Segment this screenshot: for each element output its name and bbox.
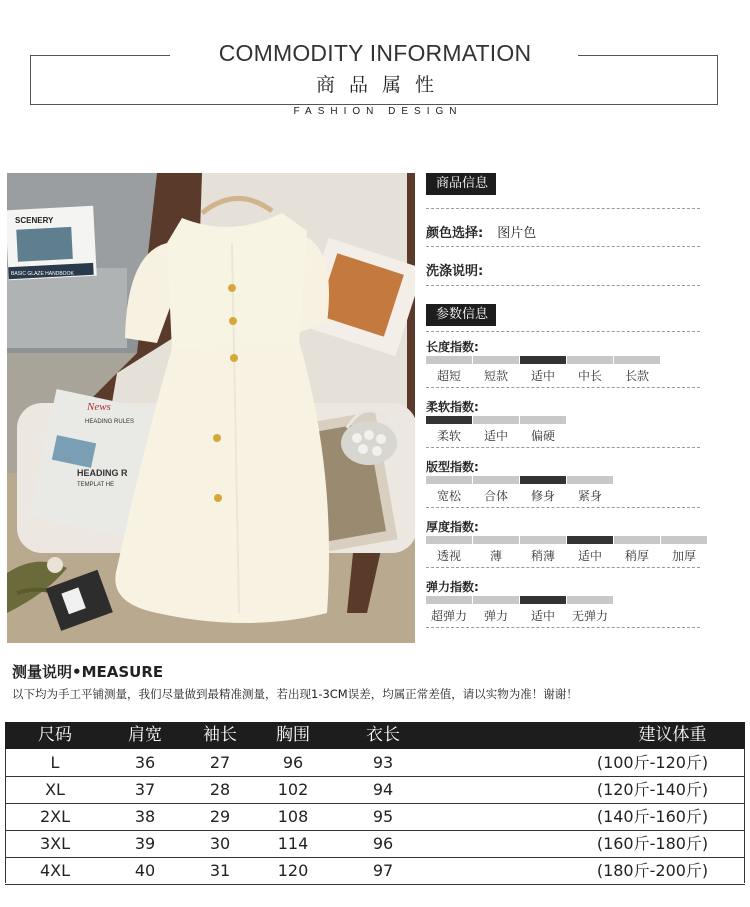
index-bar (614, 536, 660, 544)
table-cell: 38 (134, 807, 156, 826)
table-cell: 95 (372, 807, 394, 826)
index-title: 厚度指数: (426, 520, 479, 534)
product-info-tag: 商品信息 (426, 173, 496, 195)
table-cell: XL (45, 780, 65, 799)
index-option-label: 合体 (483, 489, 508, 503)
table-cell: (140斤-160斤) (596, 807, 709, 826)
table-cell: (180斤-200斤) (596, 861, 709, 880)
table-header-cell: 肩宽 (128, 725, 162, 745)
index-bar (661, 536, 707, 544)
index-option-label: 适中 (577, 549, 602, 563)
index-option-label: 无弹力 (571, 609, 608, 623)
index-option-label: 加厚 (671, 549, 696, 563)
table-cell: 102 (277, 780, 309, 799)
index-title: 弹力指数: (426, 580, 479, 594)
index-option-label: 超弹力 (430, 609, 467, 623)
table-cell: 27 (209, 753, 231, 772)
table-border (744, 749, 745, 883)
svg-text:SCENERY: SCENERY (15, 216, 54, 225)
table-cell: 39 (134, 834, 156, 853)
magazine-scenery (7, 206, 97, 281)
divider (426, 285, 700, 286)
index-bar (426, 536, 472, 544)
table-cell: (120斤-140斤) (596, 780, 709, 799)
index-option-label: 适中 (530, 609, 555, 623)
index-bar-selected (520, 356, 566, 364)
index-bar (473, 476, 519, 484)
wash-row (426, 260, 497, 279)
divider (426, 208, 700, 209)
table-cell: (160斤-180斤) (596, 834, 709, 853)
index-option-label: 紧身 (577, 489, 602, 503)
index-bar (473, 536, 519, 544)
index-option-label: 超短 (436, 369, 461, 383)
header-title-en: COMMODITY INFORMATION (218, 40, 532, 66)
table-cell: (100斤-120斤) (596, 753, 709, 772)
index-bar-selected (567, 536, 613, 544)
divider (426, 331, 700, 332)
color-value: 图片色 (497, 226, 537, 241)
measure-title: 测量说明•MEASURE (12, 663, 164, 681)
table-header-cell: 建议体重 (638, 725, 707, 745)
index-bar (567, 476, 613, 484)
divider (426, 507, 700, 508)
table-cell: 36 (134, 753, 156, 772)
table-cell: 96 (282, 753, 304, 772)
index-bar (567, 356, 613, 364)
index-bar (426, 356, 472, 364)
index-bar (567, 596, 613, 604)
svg-text:News: News (87, 401, 111, 413)
table-cell: L (50, 753, 60, 772)
svg-text:TEMPLAT HE: TEMPLAT HE (77, 482, 115, 488)
index-option-label: 宽松 (436, 489, 461, 503)
divider (426, 627, 700, 628)
index-bar (473, 416, 519, 424)
color-label: 颜色选择: (426, 226, 484, 241)
index-bar (520, 416, 566, 424)
index-option-label: 偏硬 (530, 429, 555, 443)
divider (426, 447, 700, 448)
header-subtitle: FASHION DESIGN (293, 106, 463, 117)
index-bar-selected (520, 596, 566, 604)
index-bar (473, 596, 519, 604)
table-cell: 120 (277, 861, 309, 880)
table-cell: 97 (372, 861, 394, 880)
index-bar (520, 536, 566, 544)
header-title-cn: 商品属性 (315, 74, 448, 96)
table-cell: 93 (372, 753, 394, 772)
index-title: 长度指数: (426, 340, 479, 354)
table-header-cell: 袖长 (203, 725, 237, 745)
index-option-label: 适中 (530, 369, 555, 383)
index-title: 版型指数: (426, 460, 479, 474)
index-option-label: 弹力 (483, 609, 508, 623)
table-cell: 114 (277, 834, 309, 853)
index-option-label: 稍薄 (530, 549, 555, 563)
table-cell: 94 (372, 780, 394, 799)
index-bar (614, 356, 660, 364)
index-option-label: 透视 (436, 549, 461, 563)
wash-label: 洗涤说明: (426, 264, 484, 279)
divider (426, 246, 700, 247)
table-header-cell: 衣长 (366, 725, 400, 745)
table-row-divider (5, 884, 745, 885)
svg-text:HEADING R: HEADING R (77, 468, 128, 478)
index-option-label: 中长 (577, 369, 602, 383)
table-cell: 29 (209, 807, 231, 826)
index-bar-selected (426, 416, 472, 424)
table-cell: 96 (372, 834, 394, 853)
measure-note: 以下均为手工平铺测量，我们尽量做到最精准测量，若出现1-3CM误差，均属正常差值，请以实物为准！谢谢！ (12, 687, 578, 701)
index-option-label: 柔软 (436, 429, 461, 443)
index-option-label: 短款 (483, 369, 508, 383)
divider (426, 387, 700, 388)
table-cell: 40 (134, 861, 156, 880)
table-header-cell: 胸围 (276, 725, 310, 745)
svg-text:HEADING RULES: HEADING RULES (85, 419, 135, 425)
table-cell: 28 (209, 780, 231, 799)
table-cell: 30 (209, 834, 231, 853)
index-option-label: 修身 (530, 489, 555, 503)
table-cell: 4XL (39, 861, 71, 880)
table-cell: 3XL (39, 834, 71, 853)
divider (426, 567, 700, 568)
index-bar (426, 596, 472, 604)
index-bar (426, 476, 472, 484)
index-option-label: 适中 (483, 429, 508, 443)
color-row (426, 222, 536, 241)
table-cell: 31 (209, 861, 231, 880)
index-bar (473, 356, 519, 364)
table-cell: 108 (277, 807, 309, 826)
index-option-label: 长款 (624, 369, 649, 383)
index-title: 柔软指数: (426, 400, 479, 414)
product-photo (7, 173, 415, 643)
table-cell: 2XL (39, 807, 71, 826)
table-cell: 37 (134, 780, 156, 799)
index-option-label: 稍厚 (624, 549, 649, 563)
svg-text:BASIC GLAZE HANDBOOK: BASIC GLAZE HANDBOOK (11, 271, 74, 277)
index-option-label: 薄 (489, 549, 502, 563)
params-tag: 参数信息 (426, 304, 496, 326)
table-border (5, 749, 6, 883)
table-header-cell: 尺码 (38, 725, 72, 745)
index-bar-selected (520, 476, 566, 484)
